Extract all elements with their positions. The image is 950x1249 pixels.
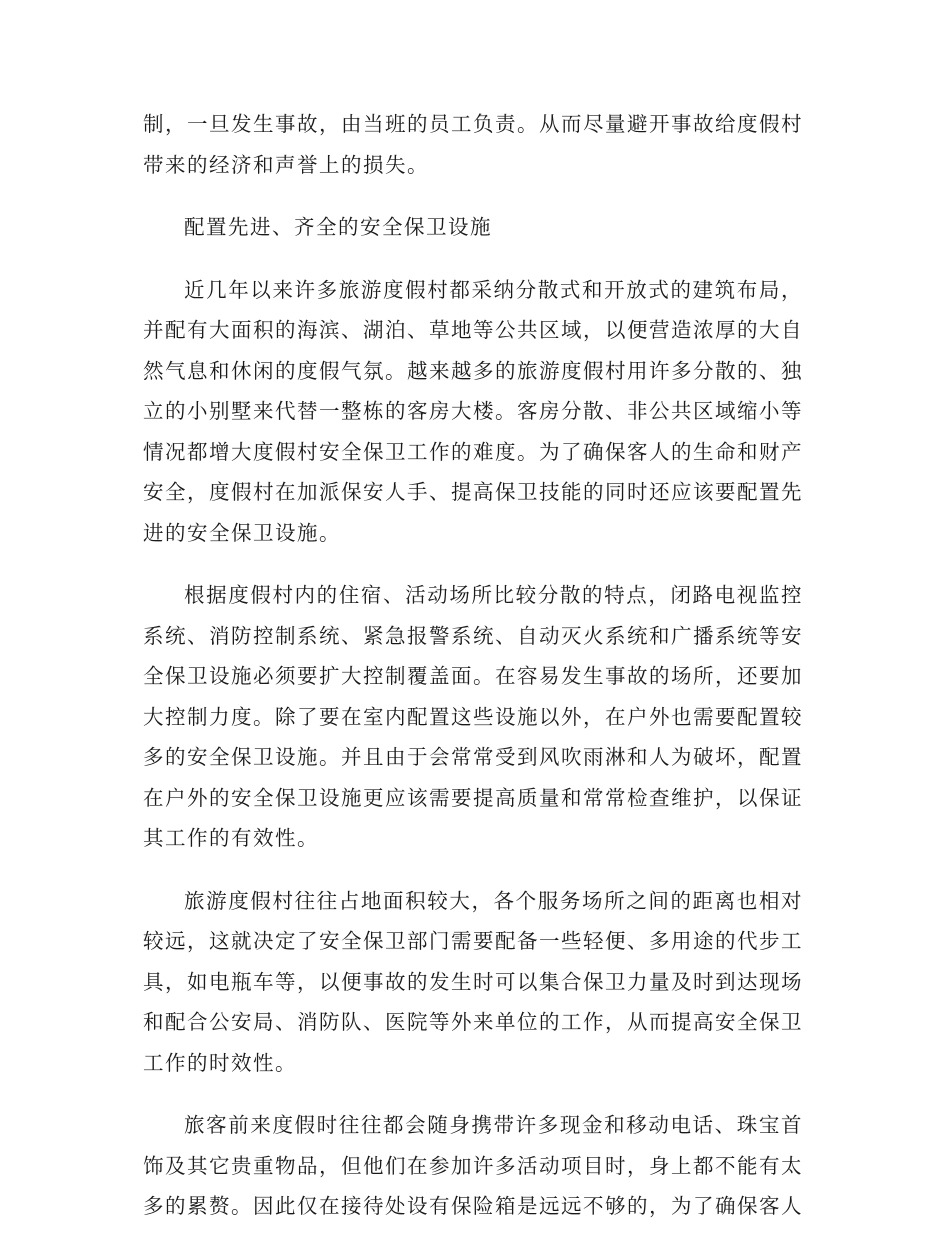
document-page: [143, 104, 803, 1249]
paragraph-continued: 制，一旦发生事故，由当班的员工负责。从而尽量避开事故给度假村带来的经济和声誉上的损失。: [143, 112, 803, 177]
paragraph-transport: 旅游度假村往往占地面积较大，各个服务场所之间的距离也相对较远，这就决定了安全保卫部门需要配备一些轻便、多用途的代步工具，如电瓶车等，以便事故的发生时可以集合保卫力量及时到达现场和配合公安局、消防队、医院等外来单位的工作，从而提高安全保卫工作的时效性。: [143, 888, 803, 1075]
paragraph-layout: 近几年以来许多旅游度假村都采纳分散式和开放式的建筑布局，并配有大面积的海滨、湖泊、草地等公共区域，以便营造浓厚的大自然气息和休闲的度假气氛。越来越多的旅游度假村用许多分散的、独立的小别墅来代替一整栋的客房大楼。客房分散、非公共区域缩小等情况都增大度假村安全保卫工作的难度。为了确保客人的生命和财产安全，度假村在加派保安人手、提高保卫技能的同时还应该要配置先进的安全保卫设施。: [143, 277, 803, 545]
section-heading: 配置先进、齐全的安全保卫设施: [184, 215, 492, 239]
paragraph-control-systems: 根据度假村内的住宿、活动场所比较分散的特点，闭路电视监控系统、消防控制系统、紧急报警系统、自动灭火系统和广播系统等安全保卫设施必须要扩大控制覆盖面。在容易发生事故的场所，还要加大控制力度。除了要在室内配置这些设施以外，在户外也需要配置较多的安全保卫设施。并且由于会常常受到风吹雨淋和人为破坏，配置在户外的安全保卫设施更应该需要提高质量和常常检查维护，以保证其工作的有效性。: [143, 583, 803, 850]
paragraph-valuables: 旅客前来度假时往往都会随身携带许多现金和移动电话、珠宝首饰及其它贵重物品，但他们在参加许多活动项目时，身上都不能有太多的累赘。因此仅在接待处设有保险箱是远远不够的，为了确保客人: [143, 1113, 803, 1218]
